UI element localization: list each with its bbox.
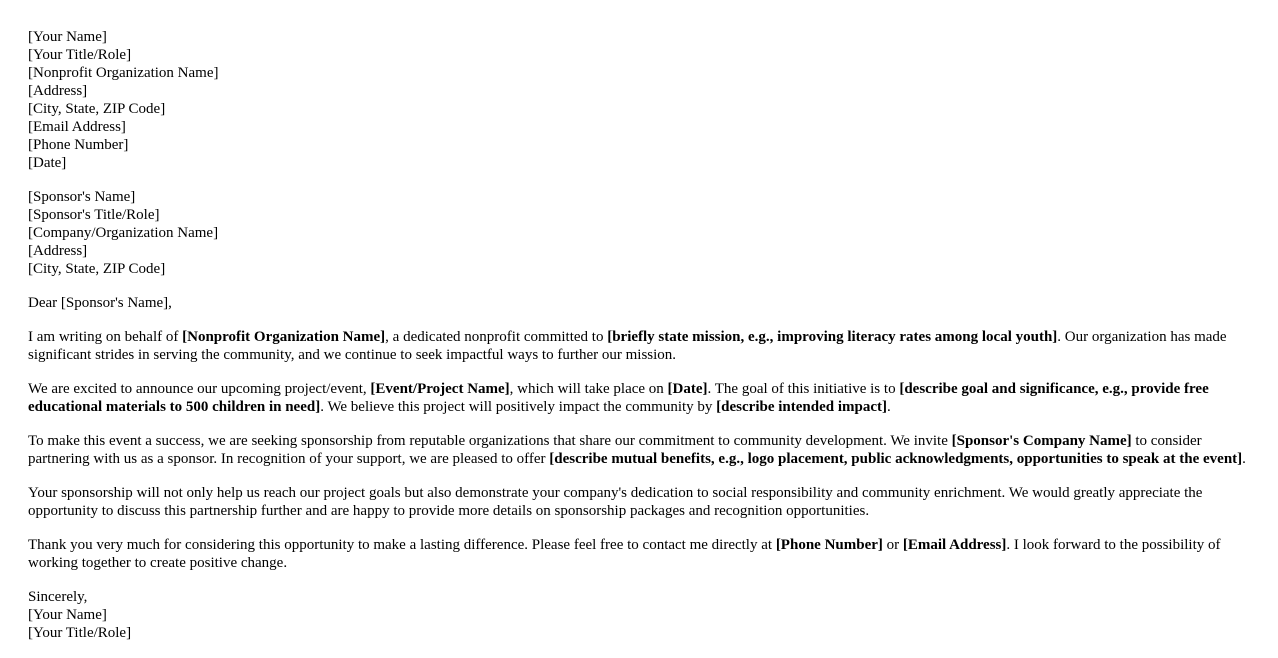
text-segment-bold: [Email Address] [902,537,1007,553]
sender-name: [Your Name] [28,29,107,45]
text-segment: . The goal of this initiative is to [707,381,900,397]
sender-address-block [28,28,1254,172]
letter-date: [Date] [28,155,67,171]
text-segment: . We believe this project will positively impact the community by [320,399,717,415]
recipient-city-state-zip: [City, State, ZIP Code] [28,261,166,277]
text-segment-bold: [describe goal and significance, e.g., provide free educational materials to 500 children in need] [28,381,1209,415]
text-segment-bold: [Nonprofit Organization Name] [182,329,386,345]
letter-document [28,28,1254,658]
sender-email: [Email Address] [28,119,126,135]
text-segment: To make this event a success, we are seeking sponsorship from reputable organizations that share our commitment to community development. We invite [28,433,952,449]
text-segment: I am writing on behalf of [28,329,183,345]
text-segment-bold: [describe mutual benefits, e.g., logo placement, public acknowledgments, opportunities to speak at the event] [549,451,1243,467]
paragraph-benefits [28,484,1254,520]
text-segment-bold: [Phone Number] [775,537,883,553]
paragraph-thank-you [28,536,1254,572]
signature-name: [Your Name] [28,607,107,623]
recipient-organization: [Company/Organization Name] [28,225,219,241]
recipient-address-block [28,188,1254,278]
text-segment: , a dedicated nonprofit committed to [385,329,608,345]
text-segment: . [887,399,891,415]
text-segment: We are excited to announce our upcoming project/event, [28,381,371,397]
text-segment: . [1242,451,1246,467]
closing-block [28,588,1254,642]
sender-address: [Address] [28,83,88,99]
text-segment: Thank you very much for considering this opportunity to make a lasting difference. Please feel free to contact me directly at [28,537,776,553]
text-segment: Your sponsorship will not only help us reach our project goals but also demonstrate your company's dedication to social responsibility and community enrichment. We would greatly appreciate the opportunity to discuss this partnership further and are happy to provide more details on sponsorship packages and recognition opportunities. [28,485,1203,519]
text-segment-bold: [Sponsor's Company Name] [951,433,1132,449]
paragraph-introduction [28,328,1254,364]
sender-city-state-zip: [City, State, ZIP Code] [28,101,166,117]
sender-title: [Your Title/Role] [28,47,132,63]
recipient-name: [Sponsor's Name] [28,189,136,205]
recipient-address: [Address] [28,243,88,259]
sender-phone: [Phone Number] [28,137,129,153]
sender-organization: [Nonprofit Organization Name] [28,65,219,81]
text-segment: , which will take place on [509,381,668,397]
text-segment-bold: [Event/Project Name] [370,381,510,397]
signature-title: [Your Title/Role] [28,625,132,641]
closing-phrase: Sincerely, [28,589,88,605]
text-segment: or [882,537,903,553]
recipient-title: [Sponsor's Title/Role] [28,207,160,223]
text-segment: . Our organization has made significant strides in serving the community, and we continue to seek impactful ways to further our mission. [28,329,1227,363]
text-segment-bold: [describe intended impact] [716,399,887,415]
text-segment: to consider partnering with us as a sponsor. In recognition of your support, we are pleased to offer [28,433,1202,467]
text-segment-bold: [briefly state mission, e.g., improving literacy rates among local youth] [607,329,1058,345]
text-segment-bold: [Date] [667,381,708,397]
text-segment: . I look forward to the possibility of working together to create positive change. [28,537,1221,571]
salutation: Dear [Sponsor's Name], [28,295,172,311]
paragraph-sponsorship-request [28,432,1254,468]
paragraph-event [28,380,1254,416]
